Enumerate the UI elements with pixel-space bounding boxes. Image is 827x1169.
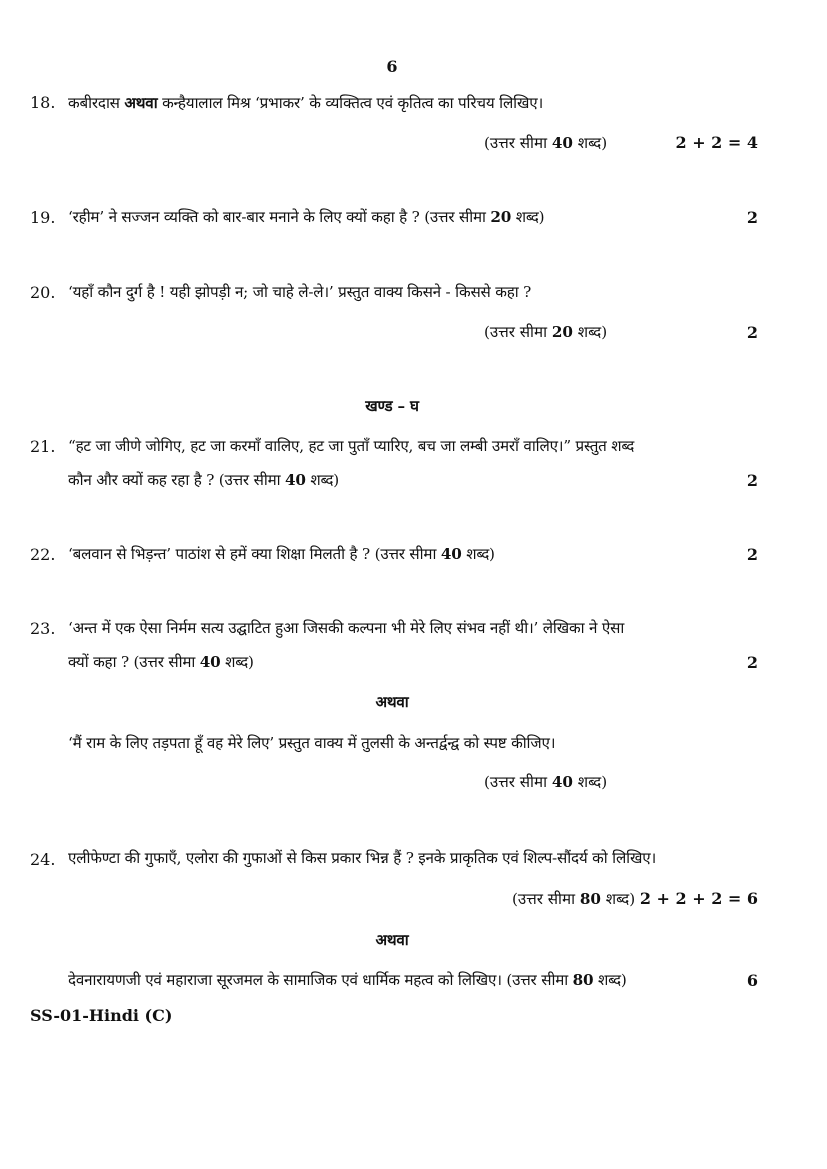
question-text: एलीफेण्टा की गुफाएँ, एलोरा की गुफाओं से किस प्रकार भिन्न हैं ? इनके प्राकृतिक एवं शिल्प-सौंदर्य को लिखिए।	[68, 849, 657, 867]
question-number: 21.	[30, 437, 56, 456]
question-text-part: कौन और क्यों कह रहा है ? (उत्तर सीमा	[68, 471, 286, 489]
marks: 2 + 2 = 4	[675, 133, 758, 152]
word-limit-unit: शब्द)	[305, 471, 339, 489]
word-limit-label: (उत्तर सीमा	[484, 134, 552, 152]
question-number: 19.	[30, 208, 56, 227]
alternative-question-text	[68, 970, 627, 990]
word-limit-unit: शब्द)	[572, 323, 608, 341]
word-limit	[484, 133, 607, 153]
word-limit-unit: शब्द)	[572, 134, 608, 152]
word-limit-unit: शब्द)	[600, 890, 636, 908]
word-limit-number: 40	[199, 653, 221, 671]
question-text: ‘यहाँ कौन दुर्ग है ! यही झोपड़ी न; जो चाहे ले-ले।’ प्रस्तुत वाक्य किसने - किससे कहा ?	[68, 283, 532, 301]
question-number: 20.	[30, 283, 56, 302]
question-text	[68, 207, 544, 227]
question-text-part: ‘बलवान से भिड़न्त’ पाठांश से हमें क्या शिक्षा मिलती है ? (उत्तर सीमा	[68, 545, 441, 563]
question-text	[68, 470, 339, 490]
marks: 2	[746, 323, 758, 342]
or-keyword: अथवा	[124, 94, 158, 112]
marks: 6	[746, 971, 758, 990]
word-limit-label: (उत्तर सीमा	[484, 323, 552, 341]
word-limit	[484, 322, 607, 342]
word-limit-number: 80	[572, 971, 594, 989]
marks: 2	[746, 653, 758, 672]
word-limit-number: 40	[551, 134, 573, 152]
page-number: 6	[386, 57, 398, 76]
word-limit	[484, 772, 607, 792]
question-text	[68, 93, 543, 113]
word-limit-number: 20	[490, 208, 512, 226]
question-text-part: कबीरदास	[68, 94, 125, 112]
word-limit-unit: शब्द)	[593, 971, 627, 989]
question-text	[68, 544, 495, 564]
marks: 2	[746, 545, 758, 564]
marks: 2	[746, 208, 758, 227]
or-heading: अथवा	[375, 693, 409, 711]
word-limit-number: 40	[285, 471, 306, 489]
question-text	[68, 652, 254, 672]
marks: 2 + 2 + 2 = 6	[639, 889, 758, 908]
question-text-part: देवनारायणजी एवं महाराजा सूरजमल के सामाजिक एवं धार्मिक महत्व को लिखिए। (उत्तर सीमा	[68, 971, 573, 989]
question-text-part: ‘रहीम’ ने सज्जन व्यक्ति को बार-बार मनाने के लिए क्यों कहा है ? (उत्तर सीमा	[68, 208, 491, 226]
question-text-part: कन्हैयालाल मिश्र ‘प्रभाकर’ के व्यक्तित्व एवं कृतित्व का परिचय लिखिए।	[157, 94, 544, 112]
word-limit-unit: शब्द)	[511, 208, 545, 226]
question-number: 18.	[30, 93, 56, 112]
question-text: “हट जा जीणे जोगिए, हट जा करमाँ वालिए, हट जा पुताँ प्यारिए, बच जा लम्बी उमराँ वालिए।” प्रस्तुत शब्द	[68, 437, 635, 455]
question-number: 24.	[30, 850, 56, 869]
question-number: 22.	[30, 545, 56, 564]
question-number: 23.	[30, 619, 56, 638]
word-limit-number: 20	[551, 323, 573, 341]
alternative-question-text: ‘मैं राम के लिए तड़पता हूँ वह मेरे लिए’ प्रस्तुत वाक्य में तुलसी के अन्तर्द्वन्द्व को स्पष्ट कीजिए।	[68, 734, 556, 752]
word-limit-unit: शब्द)	[461, 545, 495, 563]
word-limit-number: 40	[551, 773, 573, 791]
question-text: ‘अन्त में एक ऐसा निर्मम सत्य उद्घाटित हुआ जिसकी कल्पना भी मेरे लिए संभव नहीं थी।’ लेखिका ने ऐसा	[68, 619, 625, 637]
marks: 2	[746, 471, 758, 490]
word-limit-number: 80	[579, 890, 601, 908]
word-limit-unit: शब्द)	[572, 773, 608, 791]
or-heading: अथवा	[375, 931, 409, 949]
section-heading: खण्ड – घ	[365, 397, 419, 415]
word-limit-number: 40	[440, 545, 462, 563]
word-limit-label: (उत्तर सीमा	[512, 890, 580, 908]
question-text-part: क्यों कहा ? (उत्तर सीमा	[68, 653, 200, 671]
word-limit-unit: शब्द)	[220, 653, 254, 671]
word-limit-label: (उत्तर सीमा	[484, 773, 552, 791]
paper-code: SS-01-Hindi (C)	[30, 1006, 173, 1025]
word-limit	[512, 889, 635, 909]
